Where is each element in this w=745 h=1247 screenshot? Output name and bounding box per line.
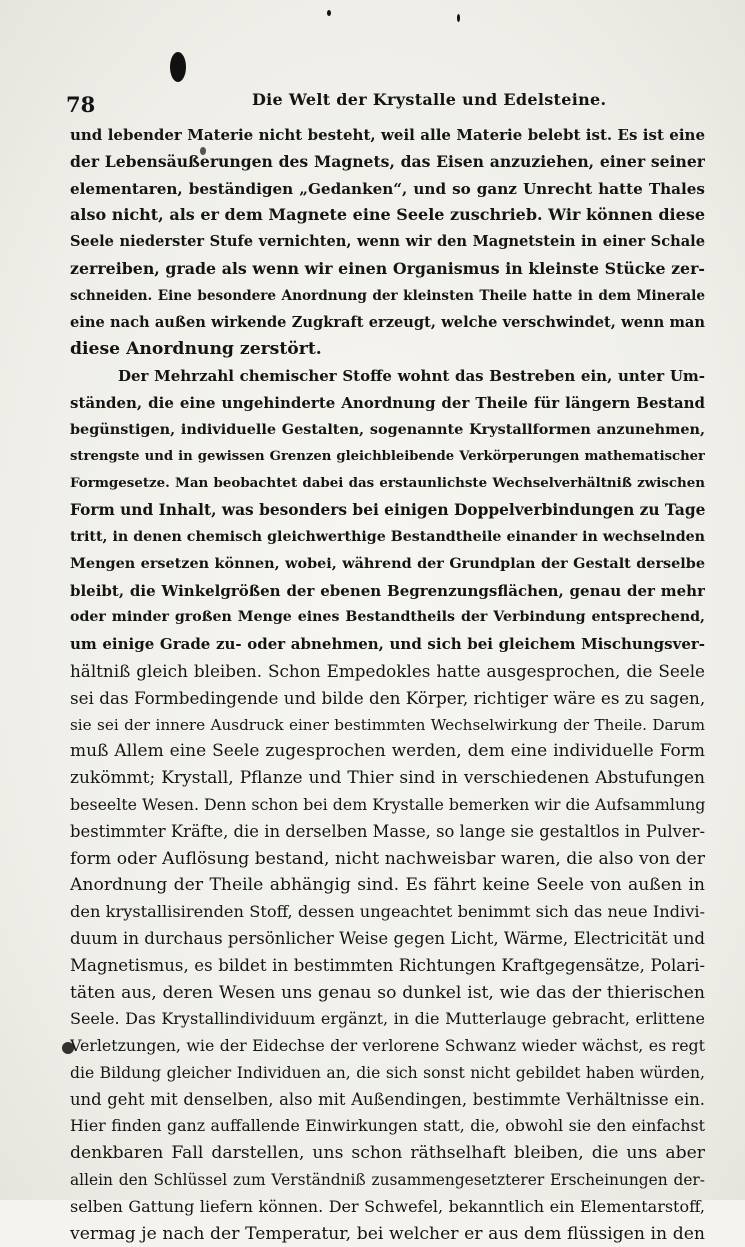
text-line: bestimmter Kräfte, die in derselben Masse, so lange sie gestaltlos in Pulver- <box>70 821 705 841</box>
text-line: den krystallisirenden Stoff, dessen ungeachtet benimmt sich das neue Indivi- <box>70 902 705 922</box>
text-line: Mengen ersetzen können, wobei, während der Grundplan der Gestalt derselbe <box>70 554 705 572</box>
text-line: der Lebensäußerungen des Magnets, das Eisen anzuziehen, einer seiner <box>70 151 705 171</box>
text-line: schneiden. Eine besondere Anordnung der kleinsten Theile hatte in dem Minerale <box>70 287 705 304</box>
text-line: elementaren, beständigen „Gedanken“, und so ganz Unrecht hatte Thales <box>70 179 705 198</box>
text-line: denkbaren Fall darstellen, uns schon räthselhaft bleiben, die uns aber <box>70 1143 705 1164</box>
text-line: muß Allem eine Seele zugesprochen werden, dem eine individuelle Form <box>70 741 705 762</box>
ink-blot <box>170 52 186 82</box>
text-line: eine nach außen wirkende Zugkraft erzeugt, welche verschwindet, wenn man <box>70 313 705 331</box>
text-line: tritt, in denen chemisch gleichwerthige Bestandtheile einander in wechselnden <box>70 528 705 545</box>
text-line: begünstigen, individuelle Gestalten, sogenannte Krystallformen anzunehmen, <box>70 420 705 438</box>
text-line: diese Anordnung zerstört. <box>70 339 322 360</box>
paragraph <box>70 363 705 1247</box>
text-line: form oder Auflösung bestand, nicht nachweisbar waren, die also von der <box>70 848 705 869</box>
body-text <box>70 122 705 1247</box>
text-line: zukömmt; Krystall, Pflanze und Thier sind in verschiedenen Abstufungen <box>70 768 705 789</box>
text-line: Formgesetze. Man beobachtet dabei das erstaunlichste Wechselverhältniß zwischen <box>70 475 705 492</box>
text-line: Seele. Das Krystallindividuum ergänzt, in die Mutterlauge gebracht, erlittene <box>70 1009 705 1029</box>
text-line: Magnetismus, es bildet in bestimmten Richtungen Kraftgegensätze, Polari- <box>70 955 705 975</box>
text-line: strengste und in gewissen Grenzen gleichbleibende Verkörperungen mathematischer <box>70 448 705 464</box>
text-line: ständen, die eine ungehinderte Anordnung der Theile für längern Bestand <box>70 393 705 412</box>
running-title: Die Welt der Krystalle und Edelsteine. <box>252 90 607 109</box>
text-line: Seele niederster Stufe vernichten, wenn wir den Magnetstein in einer Schale <box>70 233 705 251</box>
text-line: um einige Grade zu- oder abnehmen, und sich bei gleichem Mischungsver- <box>70 635 705 654</box>
text-line: duum in durchaus persönlicher Weise gegen Licht, Wärme, Electricität und <box>70 928 705 948</box>
text-line: sie sei der innere Ausdruck einer bestimmten Wechselwirkung der Theile. Darum <box>70 715 705 734</box>
ink-speck <box>327 10 331 16</box>
text-line: Verletzungen, wie der Eidechse der verlorene Schwanz wieder wächst, es regt <box>70 1036 705 1056</box>
text-line: Der Mehrzahl chemischer Stoffe wohnt das Bestreben ein, unter Um- <box>118 367 705 386</box>
text-line: bleibt, die Winkelgrößen der ebenen Begrenzungsflächen, genau der mehr <box>70 581 705 600</box>
text-line: hältniß gleich bleiben. Schon Empedokles hatte ausgesprochen, die Seele <box>70 660 705 681</box>
page-number: 78 <box>66 92 96 117</box>
text-line: zerreiben, grade als wenn wir einen Organismus in kleinste Stücke zer- <box>70 258 705 278</box>
text-line: oder minder großen Menge eines Bestandtheils der Verbindung entsprechend, <box>70 609 705 626</box>
text-line: Hier finden ganz auffallende Einwirkungen statt, die, obwohl sie den einfachst <box>70 1116 705 1136</box>
paragraph <box>70 122 705 363</box>
text-line: Form und Inhalt, was besonders bei einigen Doppelverbindungen zu Tage <box>70 501 705 520</box>
text-line: vermag je nach der Temperatur, bei welcher er aus dem flüssigen in den <box>70 1223 705 1244</box>
text-line: täten aus, deren Wesen uns genau so dunkel ist, wie das der thierischen <box>70 982 705 1003</box>
text-line: sei das Formbedingende und bilde den Körper, richtiger wäre es zu sagen, <box>70 687 705 708</box>
text-line: und geht mit denselben, also mit Außendingen, bestimmte Verhältnisse ein. <box>70 1089 705 1109</box>
text-line: die Bildung gleicher Individuen an, die sich sonst nicht gebildet haben würden, <box>70 1063 705 1082</box>
ink-speck <box>457 14 460 22</box>
text-line: Anordnung der Theile abhängig sind. Es fährt keine Seele von außen in <box>70 875 705 896</box>
text-line: also nicht, als er dem Magnete eine Seele zuschrieb. Wir können diese <box>70 205 705 225</box>
text-line: selben Gattung liefern können. Der Schwefel, bekanntlich ein Elementarstoff, <box>70 1196 705 1216</box>
text-line: beseelte Wesen. Denn schon bei dem Krystalle bemerken wir die Aufsammlung <box>70 794 705 814</box>
text-line: allein den Schlüssel zum Verständniß zusammengesetzterer Erscheinungen der- <box>70 1171 705 1190</box>
page-header <box>62 86 722 116</box>
text-line: und lebender Materie nicht besteht, weil alle Materie belebt ist. Es ist eine <box>70 126 705 144</box>
